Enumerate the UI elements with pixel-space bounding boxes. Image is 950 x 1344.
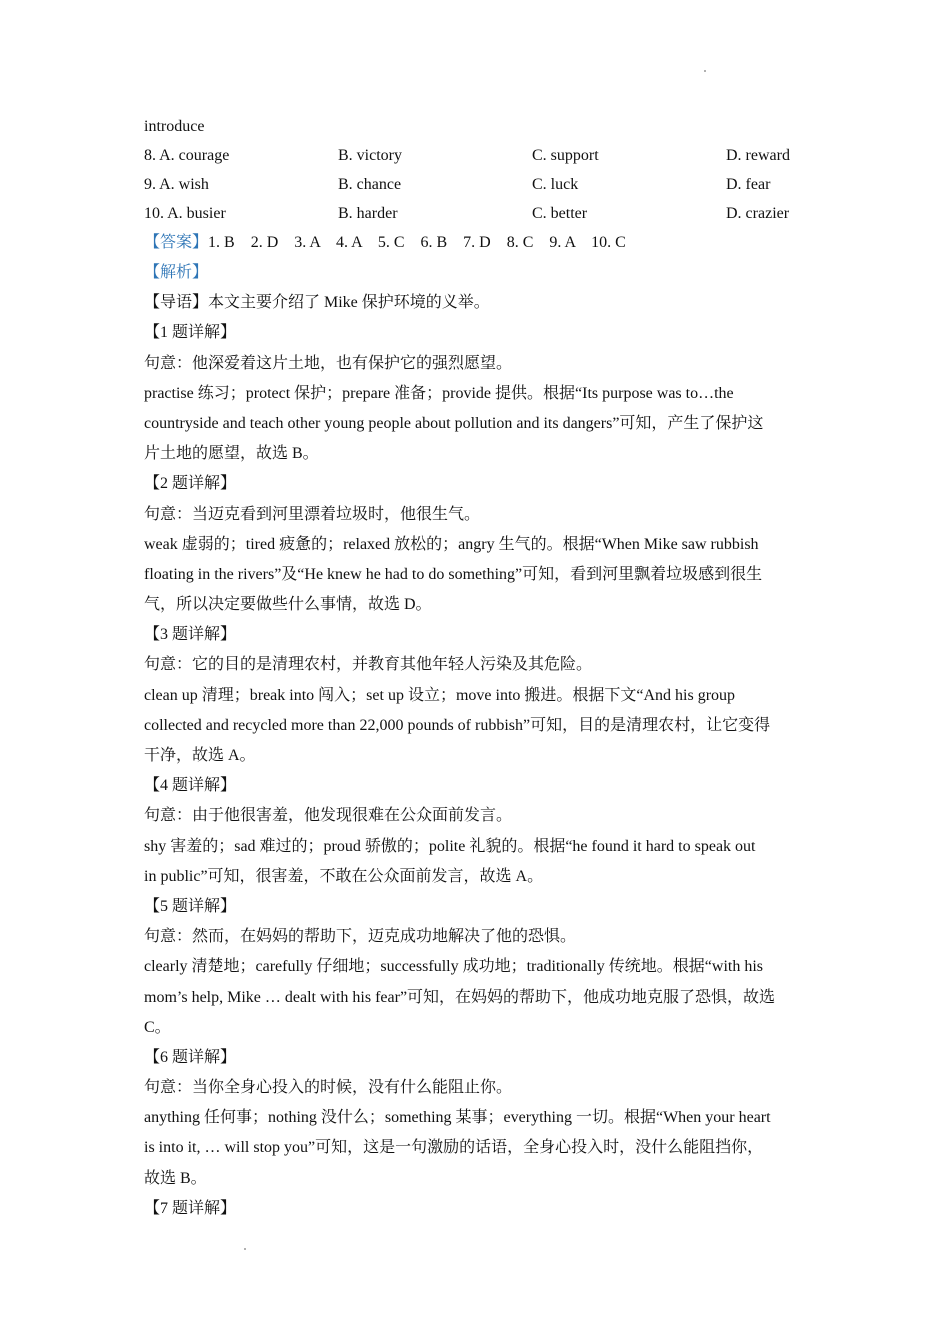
item-line: collected and recycled more than 22,000 pounds of rubbish”可知，目的是清理农村，让它变得 xyxy=(144,716,771,734)
item-line: weak 虚弱的；tired 疲惫的；relaxed 放松的；angry 生气的。根据“When Mike saw rubbish xyxy=(144,535,759,553)
item-line: clean up 清理；break into 闯入；set up 设立；move into 搬进。根据下文“And his group xyxy=(144,686,736,704)
item-meaning: 句意：然而，在妈妈的帮助下，迈克成功地解决了他的恐惧。 xyxy=(144,928,577,946)
item-line: 气，所以决定要做些什么事情，故选 D。 xyxy=(144,596,432,614)
item-meaning: 句意：他深爱着这片土地，也有保护它的强烈愿望。 xyxy=(144,354,513,372)
explanation-item xyxy=(144,771,810,892)
item-heading: 【5 题详解】 xyxy=(144,897,237,915)
item-line: 片土地的愿望，故选 B。 xyxy=(144,445,319,463)
option-b: B. victory xyxy=(338,147,402,164)
item-line: floating in the rivers”及“He knew he had to do something”可知，看到河里飘着垃圾感到很生 xyxy=(144,565,763,583)
item-heading: 【6 题详解】 xyxy=(144,1048,237,1066)
explanation-item xyxy=(144,620,810,771)
option-a: 9. A. wish xyxy=(144,176,209,193)
option-d: D. reward xyxy=(726,147,790,164)
item-heading: 【3 题详解】 xyxy=(144,626,237,644)
item-meaning: 句意：当迈克看到河里漂着垃圾时，他很生气。 xyxy=(144,505,481,523)
options-row-10 xyxy=(144,199,810,228)
item-meaning: 句意：当你全身心投入的时候，没有什么能阻止你。 xyxy=(144,1079,513,1097)
item-line: anything 任何事；nothing 没什么；something 某事；everything 一切。根据“When your heart xyxy=(144,1109,771,1127)
explanation-item xyxy=(144,318,810,469)
item-meaning: 句意：它的目的是清理农村，并教育其他年轻人污染及其危险。 xyxy=(144,656,593,674)
document-body xyxy=(144,112,810,1224)
item-line: practise 练习；protect 保护；prepare 准备；provide 提供。根据“Its purpose was to…the xyxy=(144,384,734,402)
analysis-label: 【解析】 xyxy=(144,264,209,281)
item-line: 故选 B。 xyxy=(144,1169,207,1187)
answer-line xyxy=(144,228,810,258)
explanation-item xyxy=(144,469,810,620)
item-line: 干净，故选 A。 xyxy=(144,747,256,764)
option-b: B. chance xyxy=(338,176,402,193)
item-line: shy 害羞的；sad 难过的；proud 骄傲的；polite 礼貌的。根据“he found it hard to speak out xyxy=(144,837,756,855)
options-row-9 xyxy=(144,170,810,199)
item-heading: 【2 题详解】 xyxy=(144,475,237,493)
option-d: D. fear xyxy=(726,176,771,193)
item-line: is into it, … will stop you”可知，这是一句激励的话语，全身心投入时，没什么能阻挡你， xyxy=(144,1139,764,1157)
option-a: 10. A. busier xyxy=(144,205,226,222)
explanation-item xyxy=(144,1043,810,1194)
explanations xyxy=(144,318,810,1193)
top-text: introduce xyxy=(144,118,205,135)
item-heading: 【4 题详解】 xyxy=(144,777,237,795)
item-line: mom’s help, Mike … dealt with his fear”可知，在妈妈的帮助下，他成功地克服了恐惧，故选 xyxy=(144,988,776,1006)
option-c: C. support xyxy=(532,147,599,164)
answer-text: 1. B 2. D 3. A 4. A 5. C 6. B 7. D 8. C 9. A 10. C xyxy=(208,234,626,251)
item-line: in public”可知，很害羞，不敢在公众面前发言，故选 A。 xyxy=(144,867,544,885)
option-b: B. harder xyxy=(338,205,398,222)
item-heading-7: 【7 题详解】 xyxy=(144,1199,237,1217)
item-line: countryside and teach other young people about pollution and its dangers”可知，产生了保护这 xyxy=(144,414,764,432)
scan-speck xyxy=(244,1248,246,1250)
option-c: C. luck xyxy=(532,176,579,193)
item-line: clearly 清楚地；carefully 仔细地；successfully 成功地；traditionally 传统地。根据“with his xyxy=(144,958,764,976)
scan-speck xyxy=(704,70,706,72)
item-heading: 【1 题详解】 xyxy=(144,324,237,342)
item-meaning: 句意：由于他很害羞，他发现很难在公众面前发言。 xyxy=(144,807,513,825)
options-row-8 xyxy=(144,141,810,170)
intro-line: 【导语】本文主要介绍了 Mike 保护环境的义举。 xyxy=(144,294,490,312)
answer-label: 【答案】 xyxy=(144,234,209,251)
explanation-item xyxy=(144,892,810,1043)
option-c: C. better xyxy=(532,205,588,222)
option-a: 8. A. courage xyxy=(144,147,230,164)
option-d: D. crazier xyxy=(726,205,790,222)
item-line: C。 xyxy=(144,1018,171,1036)
